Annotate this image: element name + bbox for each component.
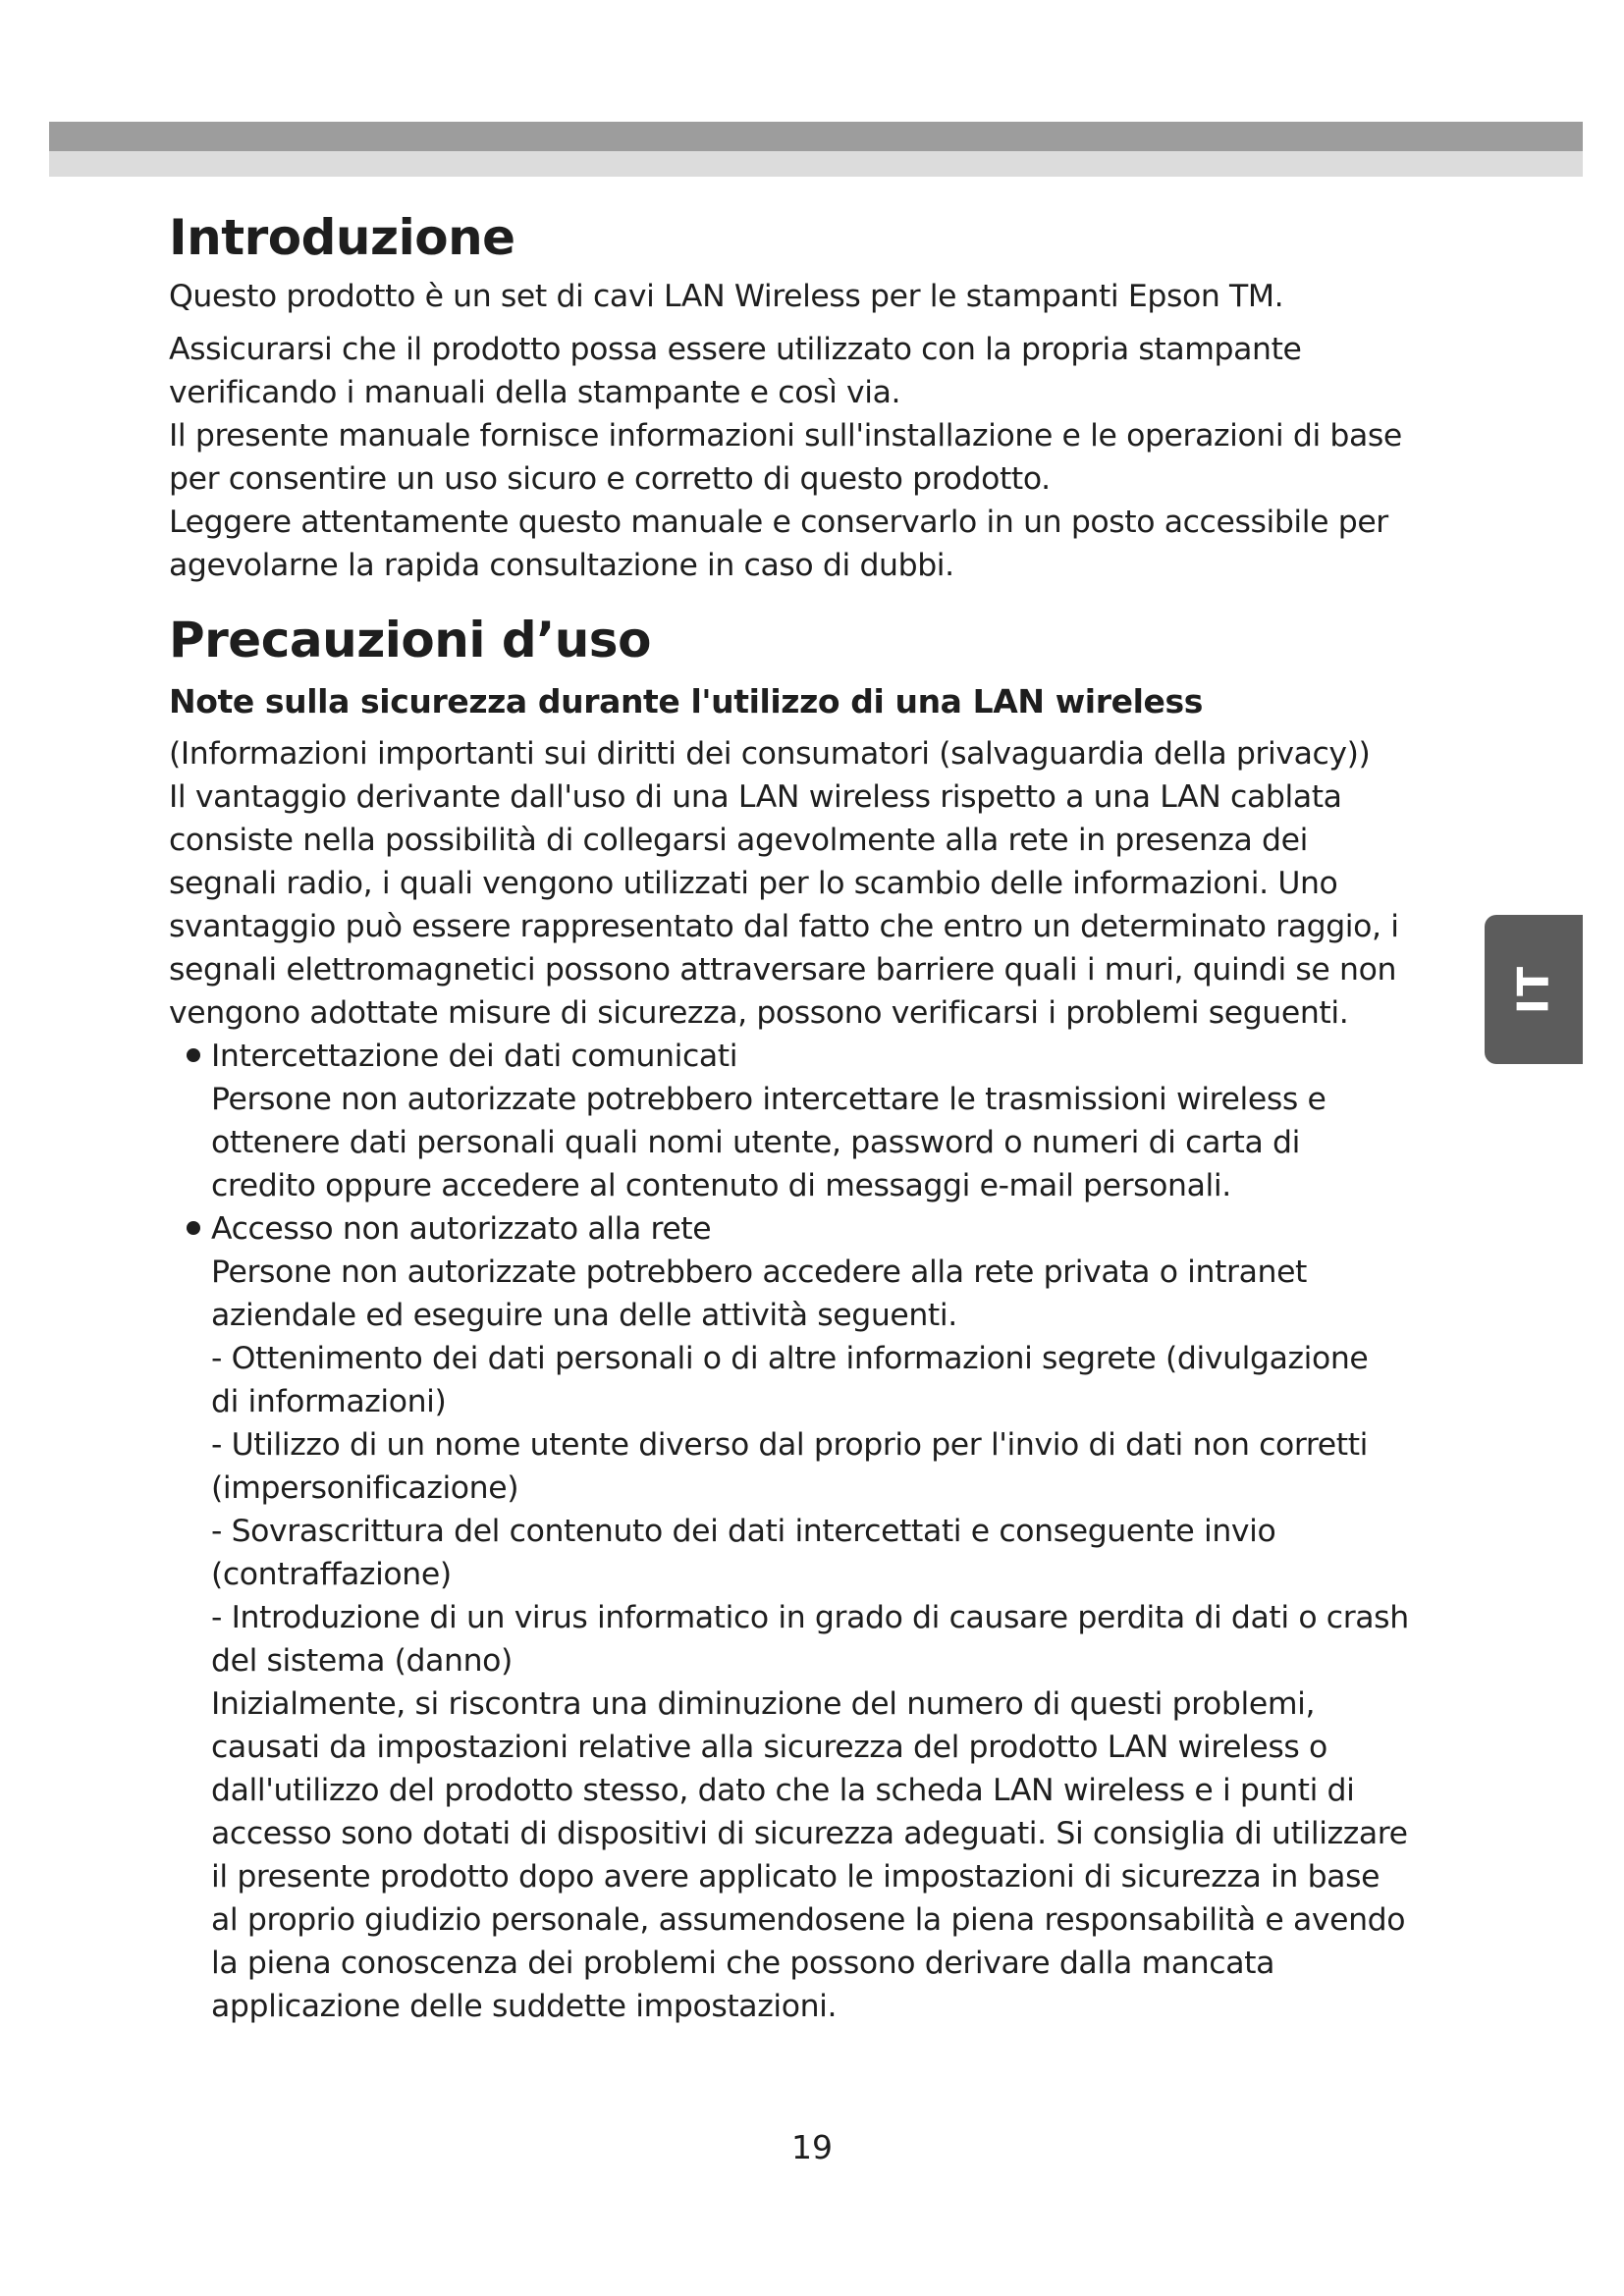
precautions-line: svantaggio può essere rappresentato dal fatto che entro un determinato raggio, i [169,909,1399,944]
dash-item-line: - Ottenimento dei dati personali o di altre informazioni segrete (divulgazione [211,1341,1369,1376]
intro-line: Questo prodotto è un set di cavi LAN Wireless per le stampanti Epson TM. [169,279,1284,314]
header-band [49,122,1583,177]
closing-line: accesso sono dotati di dispositivi di sicurezza adeguati. Si consiglia di utilizzare [211,1816,1408,1851]
page-number: 19 [791,2128,833,2166]
bullet-line: Persone non autorizzate potrebbero accedere alla rete privata o intranet [211,1255,1307,1290]
intro-line: Leggere attentamente questo manuale e conservarlo in un posto accessibile per [169,505,1388,540]
bullet-dot-icon [187,1221,200,1235]
intro-line: verificando i manuali della stampante e così via. [169,375,901,410]
page-content [169,206,1475,2028]
precautions-line: Il vantaggio derivante dall'uso di una LAN wireless rispetto a una LAN cablata [169,779,1342,815]
precautions-line: vengono adottate misure di sicurezza, possono verificarsi i problemi seguenti. [169,995,1349,1031]
closing-line: al proprio giudizio personale, assumendosene la piena responsabilità e avendo [211,1902,1406,1938]
precautions-line: segnali elettromagnetici possono attraversare barriere quali i muri, quindi se non [169,952,1397,988]
closing-line: la piena conoscenza dei problemi che possono derivare dalla mancata [211,1946,1274,1981]
bullet-line: credito oppure accedere al contenuto di messaggi e-mail personali. [211,1168,1231,1203]
intro-line: agevolarne la rapida consultazione in caso di dubbi. [169,548,954,583]
bullet-line: Persone non autorizzate potrebbero intercettare le trasmissioni wireless e [211,1082,1326,1117]
intro-line: Assicurarsi che il prodotto possa essere utilizzato con la propria stampante [169,332,1302,367]
dash-item-line: (contraffazione) [211,1557,452,1592]
dash-item-line: del sistema (danno) [211,1643,513,1679]
language-tab-label: IT [1508,964,1559,1015]
intro-line: per consentire un uso sicuro e corretto di questo prodotto. [169,461,1051,497]
precautions-line: segnali radio, i quali vengono utilizzati per lo scambio delle informazioni. Uno [169,866,1338,901]
precautions-line: consiste nella possibilità di collegarsi agevolmente alla rete in presenza dei [169,823,1308,858]
precautions-title: Precauzioni d’uso [169,612,651,668]
dash-item-line: - Introduzione di un virus informatico in grado di causare perdita di dati o crash [211,1600,1409,1635]
header-band-dark [49,122,1583,151]
bullet-line: aziendale ed eseguire una delle attività seguenti. [211,1298,957,1333]
bullet-dot-icon [187,1048,200,1062]
dash-item-line: - Utilizzo di un nome utente diverso dal proprio per l'invio di dati non corretti [211,1427,1369,1463]
precautions-subtitle: Note sulla sicurezza durante l'utilizzo di una LAN wireless [169,682,1203,721]
precautions-line: (Informazioni importanti sui diritti dei consumatori (salvaguardia della privacy)) [169,736,1371,772]
bullet-line: ottenere dati personali quali nomi utente, password o numeri di carta di [211,1125,1300,1160]
closing-line: causati da impostazioni relative alla sicurezza del prodotto LAN wireless o [211,1730,1327,1765]
header-band-light [49,151,1583,177]
dash-item-line: - Sovrascrittura del contenuto dei dati intercettati e conseguente invio [211,1514,1276,1549]
closing-line: dall'utilizzo del prodotto stesso, dato che la scheda LAN wireless e i punti di [211,1773,1355,1808]
intro-line: Il presente manuale fornisce informazioni sull'installazione e le operazioni di base [169,418,1402,454]
intro-title: Introduzione [169,209,515,266]
closing-line: il presente prodotto dopo avere applicato le impostazioni di sicurezza in base [211,1859,1380,1895]
bullet-title: Intercettazione dei dati comunicati [211,1039,738,1074]
closing-line: Inizialmente, si riscontra una diminuzione del numero di questi problemi, [211,1686,1316,1722]
dash-item-line: di informazioni) [211,1384,447,1419]
bullet-title: Accesso non autorizzato alla rete [211,1211,712,1247]
dash-item-line: (impersonificazione) [211,1470,519,1506]
language-tab [1485,915,1583,1064]
closing-line: applicazione delle suddette impostazioni. [211,1989,838,2024]
bullet-item [169,1207,1475,1251]
bullet-item [169,1035,1475,1078]
